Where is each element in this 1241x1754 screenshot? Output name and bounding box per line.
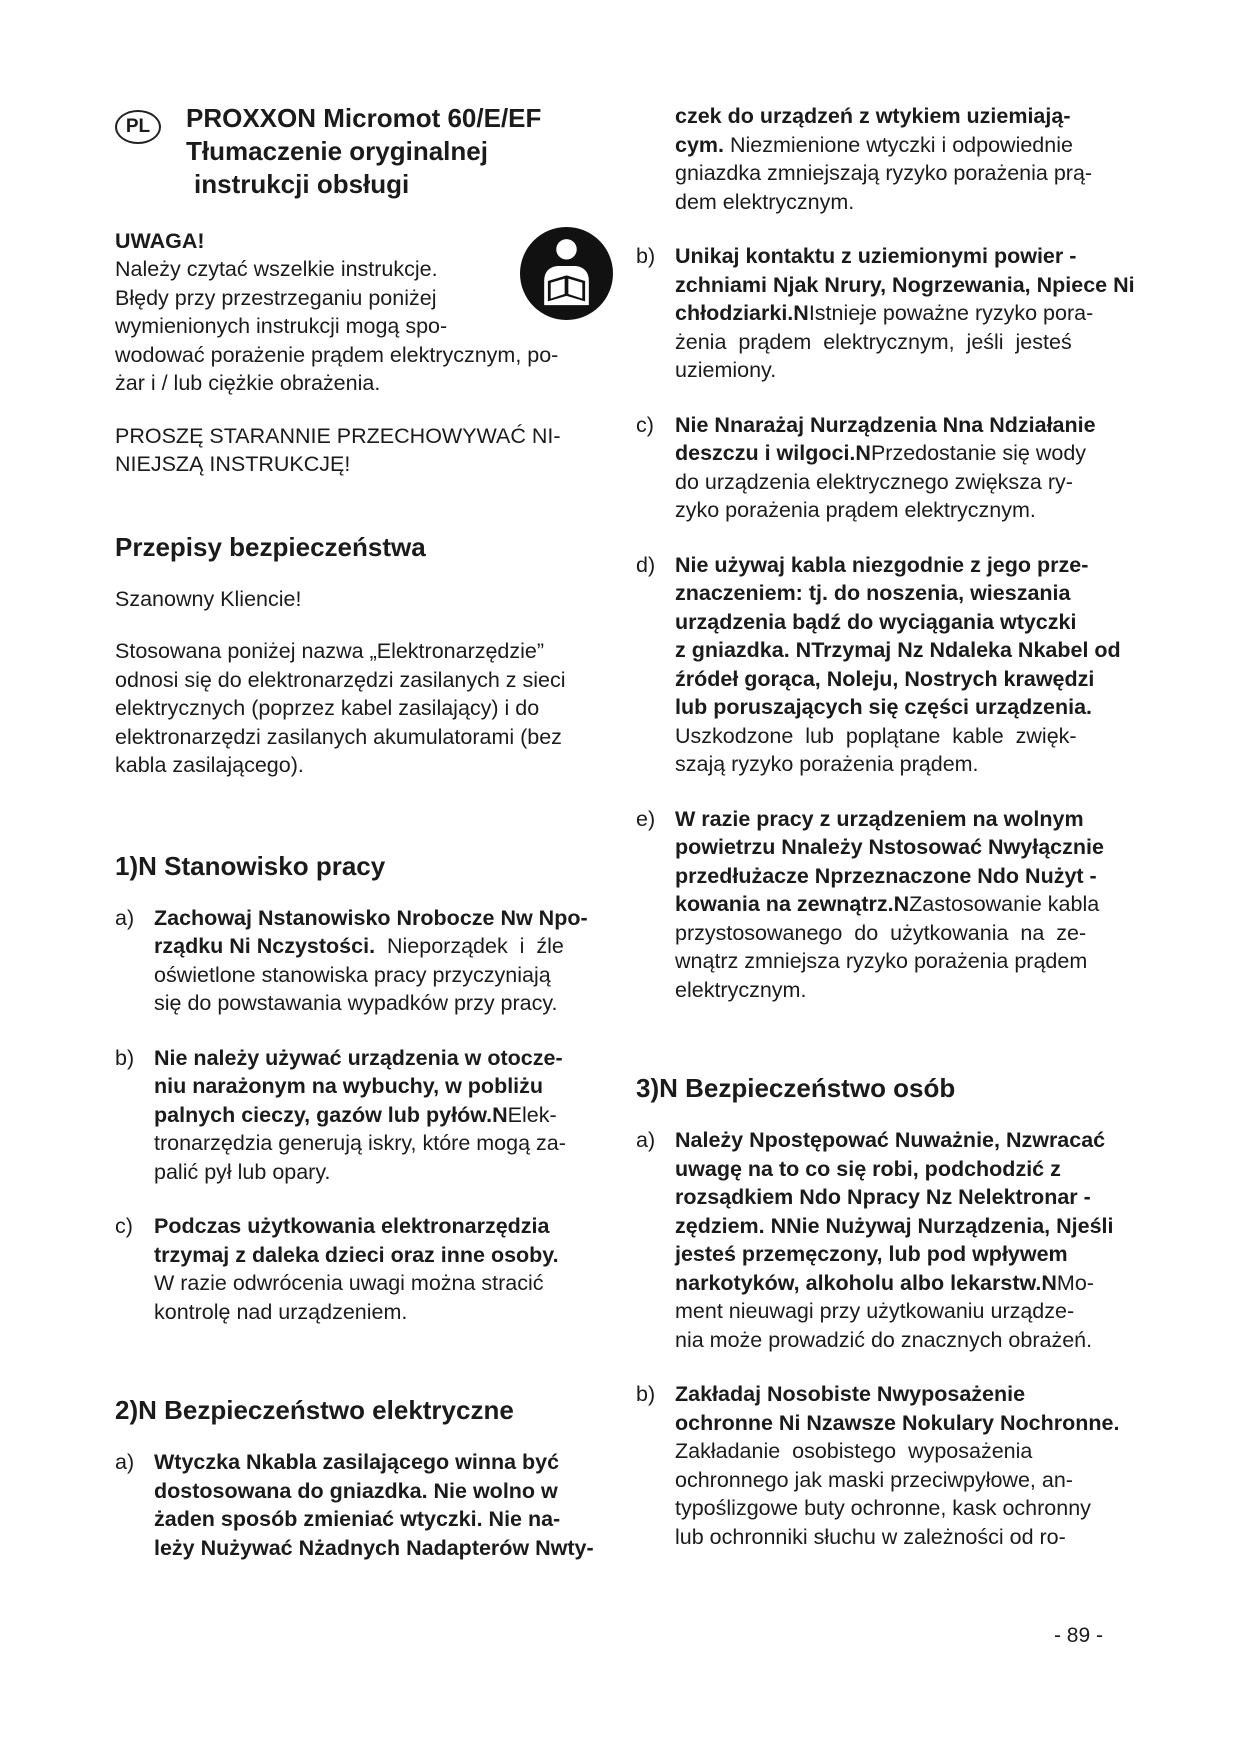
item-bold-text: urządzenia bądź do wyciągania wtyczki [675,609,1077,634]
title-line-1: PROXXON Micromot 60/E/EF [186,103,542,133]
list-item-3a [636,1126,1196,1354]
title-line-3: instrukcji obsługi [194,169,410,199]
item-letter: c) [636,412,654,437]
safety-heading: Przepisy bezpieczeństwa [115,531,426,562]
item-bold-text: rządku Ni Nczystości. [154,934,376,958]
item-bold-text: Wtyczka Nkabla zasilającego winna być [154,1450,560,1474]
read-manual-icon [520,227,613,320]
warning-heading: UWAGA! [115,229,205,253]
item-letter: b) [636,1382,656,1406]
item-bold-text: dostosowana do gniazdka. Nie wolno w [154,1478,558,1503]
item-bold-text: Zakładaj Nosobiste Nwyposażenie [675,1382,1026,1406]
title-line-2: Tłumaczenie oryginalnej [186,136,488,166]
item-bold-text: Należy Npostępować Nuważnie, Nzwracać [675,1128,1106,1152]
item-text: Nieporządek i źle [375,934,564,958]
item-text: lub ochronniki słuchu w zależności od ro- [675,1524,1066,1549]
list-item-1a [115,904,635,1018]
document-title [186,102,635,201]
intro-line: elektrycznych (poprzez kabel zasilający) i do [115,696,540,720]
list-item-2c [636,411,1196,525]
item-text: ment nieuwagi przy użytkowaniu urządze- [675,1299,1075,1323]
item-bold-text: przedłużacze Nprzeznaczone Ndo Nużyt - [675,863,1097,888]
item-text: zyko porażenia prądem elektrycznym. [675,498,1036,522]
warning-block [115,227,635,479]
list-item-2e [636,805,1196,1005]
item-bold-text: z gniazdka. NTrzymaj Nz Ndaleka Nkabel od [675,638,1121,662]
item-text: Mo- [1056,1270,1094,1295]
item-bold-text: Unikaj kontaktu z uziemionymi powier - [675,244,1077,268]
list-item-2b [636,242,1196,385]
item-text: tronarzędzia generują iskry, które mogą za- [154,1131,566,1155]
item-text: Przedostanie się wody [870,441,1087,465]
item-letter: a) [115,1450,135,1474]
item-bold-text: kowania na zewnątrz.N [675,892,910,916]
item-text: palić pył lub opary. [154,1159,331,1184]
item-bold-text: lub poruszających się części urządzenia. [675,695,1093,719]
item-text: ochronnego jak maski przeciwpyłowe, an- [675,1467,1073,1492]
list-item-3b [636,1380,1196,1551]
item-text: przystosowanego do użytkowania na ze- [675,920,1087,945]
item-bold-text: Zachowaj Nstanowisko Nrobocze Nw Npo- [154,905,588,930]
keep-instructions: PROSZĘ STARANNIE PRZECHOWYWAĆ NI- [115,423,561,448]
item-bold-text: uwagę na to co się robi, podchodzić z [675,1156,1061,1181]
item-letter: b) [115,1045,135,1070]
item-bold-text: Nie należy używać urządzenia w otocze- [154,1045,563,1070]
left-column [115,102,635,1562]
item-bold-text: deszczu i wilgoci.N [675,441,871,465]
list-item-2a [115,1448,635,1562]
item-letter: b) [636,244,656,268]
item-bold-text: czek do urządzeń z wtykiem uziemiają- [675,104,1071,128]
item-text: nia może prowadzić do znacznych obrażeń. [675,1327,1093,1352]
page-number: - 89 - [1053,1624,1103,1647]
item-bold-text: niu narażonym na wybuchy, w pobliżu [154,1074,544,1098]
list-item-2d [636,551,1196,779]
item-letter: a) [636,1128,656,1152]
item-text: dem elektrycznym. [675,189,855,214]
item-bold-text: palnych cieczy, gazów lub pyłów.N [154,1102,508,1127]
item-bold-text: Nie Nnarażaj Nurządzenia Nna Ndziałanie [675,412,1096,437]
language-badge: PL [115,110,161,144]
item-bold-text: Nie używaj kabla niezgodnie z jego prze- [675,552,1089,577]
item-bold-text: zchniami Njak Nrury, Nogrzewania, Npiece Ni [675,272,1135,297]
item-bold-text: W razie pracy z urządzeniem na wolnym [675,806,1084,831]
item-text: kontrolę nad urządzeniem. [154,1299,408,1324]
section-3-heading: 3)N Bezpieczeństwo osób [636,1073,956,1103]
item-letter: e) [636,806,656,831]
intro-line: odnosi się do elektronarzędzi zasilanych z sieci [115,667,566,692]
item-bold-text: narkotyków, alkoholu albo lekarstw.N [675,1270,1057,1295]
warning-line: wymienionych instrukcji mogą spo- [115,314,448,338]
item-text: elektrycznym. [675,977,807,1002]
warning-line: wodować porażenie prądem elektrycznym, po- [115,342,559,367]
warning-line: żar i / lub ciężkie obrażenia. [115,371,381,395]
item-bold-text: jesteś przemęczony, lub pod wpływem [675,1242,1068,1266]
item-bold-text: powietrzu Nnależy Nstosować Nwyłącznie [675,835,1104,859]
item-letter: d) [636,552,656,577]
item-text: Elek- [507,1102,557,1127]
item-text: szają ryzyko porażenia prądem. [675,752,979,776]
right-column [636,102,1196,1551]
intro-line: Stosowana poniżej nazwa „Elektronarzędzie” [115,639,545,663]
item-text: Zakładanie osobistego wyposażenia [675,1439,1033,1463]
item-text: wnątrz zmniejsza ryzyko porażenia prądem [675,949,1088,973]
item-bold-text: zędziem. NNie Nużywaj Nurządzenia, Njeśli [675,1213,1114,1238]
item-letter: a) [115,905,135,930]
item-bold-text: ochronne Ni Nzawsze Nokulary Nochronne. [675,1410,1120,1435]
intro-line: elektronarzędzi zasilanych akumulatorami (bez [115,724,562,749]
keep-instructions: NIEJSZĄ INSTRUKCJĘ! [115,452,351,476]
list-item-1c [115,1212,635,1326]
item-bold-text: Podczas użytkowania elektronarzędzia [154,1214,550,1238]
item-text: Istnieje poważne ryzyko pora- [808,301,1094,325]
list-item-1b [115,1044,635,1187]
item-bold-text: rozsądkiem Ndo Npracy Nz Nelektronar - [675,1185,1091,1209]
item-text: gniazdka zmniejszają ryzyko porażenia prą- [675,161,1093,185]
item-bold-text: cym. [675,132,725,157]
item-bold-text: leży Nużywać Nżadnych Nadapterów Nwty- [154,1535,594,1560]
item-bold-text: trzymaj z daleka dzieci oraz inne osoby. [154,1242,559,1267]
greeting: Szanowny Kliencie! [115,586,302,611]
item-text: uziemiony. [675,358,777,382]
item-text: Uszkodzone lub poplątane kable zwięk- [675,723,1077,748]
item-text: typoślizgowe buty ochronne, kask ochronny [675,1496,1091,1520]
warning-line: Błędy przy przestrzeganiu poniżej [115,285,437,310]
item-bold-text: źródeł gorąca, Noleju, Nostrych krawędzi [675,666,1095,691]
item-text: oświetlone stanowiska pracy przyczyniają [154,962,551,987]
item-text: W razie odwrócenia uwagi można stracić [154,1271,544,1295]
item-bold-text: chłodziarki.N [675,301,809,325]
list-item-2a-continued [636,102,1196,216]
section-1-heading: 1)N Stanowisko pracy [115,850,386,881]
warning-line: Należy czytać wszelkie instrukcje. [115,257,438,281]
item-text: Zastosowanie kabla [909,892,1100,916]
item-bold-text: żaden sposób zmieniać wtyczki. Nie na- [154,1507,561,1531]
item-letter: c) [115,1214,133,1238]
item-text: do urządzenia elektrycznego zwiększa ry- [675,469,1073,494]
section-2-heading: 2)N Bezpieczeństwo elektryczne [115,1395,514,1425]
intro-line: kabla zasilającego). [115,753,304,777]
item-text: żenia prądem elektrycznym, jeśli jesteś [675,329,1072,354]
item-text: Niezmienione wtyczki i odpowiednie [724,132,1073,157]
item-bold-text: znaczeniem: tj. do noszenia, wieszania [675,581,1071,605]
item-text: się do powstawania wypadków przy pracy. [154,991,558,1015]
